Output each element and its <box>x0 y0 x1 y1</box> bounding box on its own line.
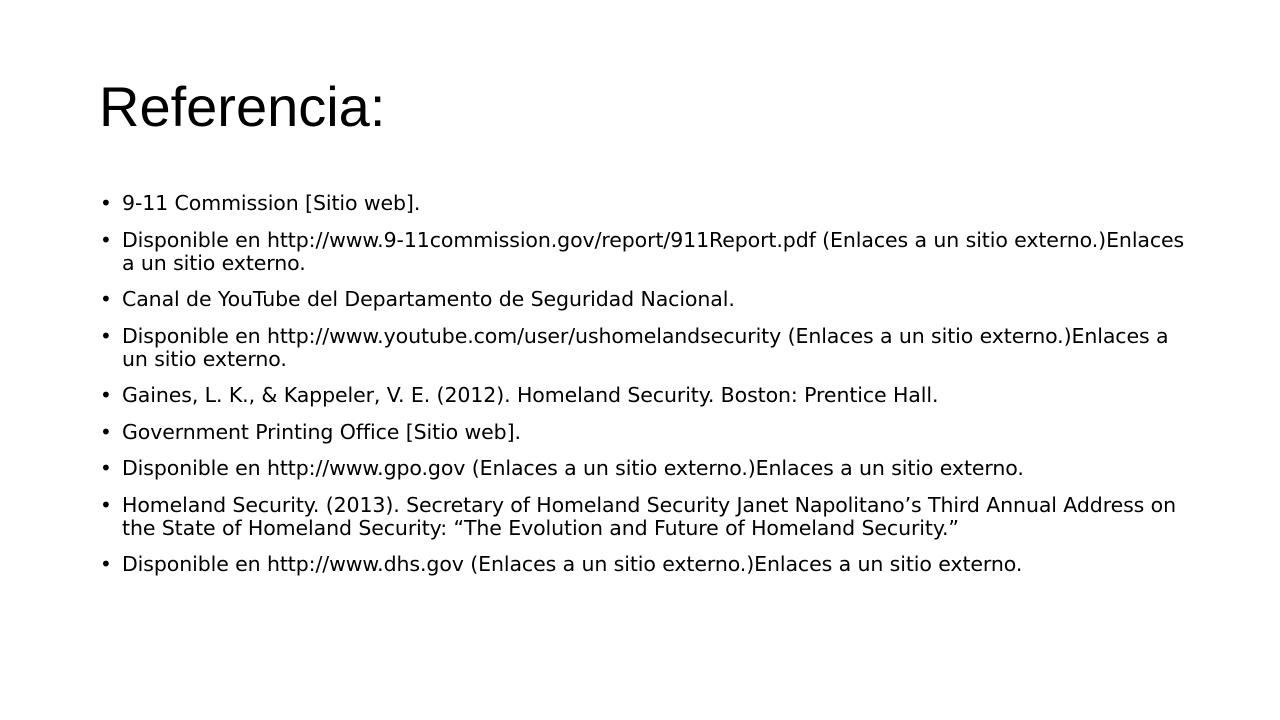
reference-item <box>100 421 1190 444</box>
bullet-icon: • <box>100 227 112 252</box>
reference-item <box>100 288 1190 311</box>
bullet-icon: • <box>100 287 112 311</box>
bullet-icon: • <box>100 419 112 444</box>
reference-text: Canal de YouTube del Departamento de Seguridad Nacional. <box>122 287 735 311</box>
bullet-icon: • <box>100 191 112 215</box>
slide-title: Referencia: <box>99 75 386 138</box>
reference-item <box>100 384 1190 407</box>
reference-item <box>100 325 1190 371</box>
reference-text: Disponible en http://www.9-11commission.gov/report/911Report.pdf (Enlaces a un sitio externo.)Enlaces a un sitio externo. <box>122 227 1185 275</box>
reference-text: Disponible en http://www.gpo.gov (Enlaces a un sitio externo.)Enlaces a un sitio externo. <box>122 456 1024 480</box>
bullet-icon: • <box>100 323 112 348</box>
bullet-icon: • <box>100 552 112 576</box>
reference-item <box>100 457 1190 480</box>
bullet-icon: • <box>100 492 112 517</box>
reference-text: Disponible en http://www.youtube.com/user/ushomelandsecurity (Enlaces a un sitio externo.)Enlaces a un sitio externo. <box>122 323 1169 371</box>
reference-text: 9-11 Commission [Sitio web]. <box>122 191 421 215</box>
reference-text: Government Printing Office [Sitio web]. <box>122 419 521 444</box>
reference-item <box>100 553 1190 576</box>
reference-item <box>100 229 1190 275</box>
reference-text: Homeland Security. (2013). Secretary of Homeland Security Janet Napolitano’s Third Annual Address on the State of Homeland Security: “The Evolution and Future of Homeland Security.” <box>122 492 1176 540</box>
reference-item <box>100 192 1190 215</box>
reference-item <box>100 494 1190 540</box>
bullet-icon: • <box>100 456 112 480</box>
bullet-icon: • <box>100 383 112 407</box>
reference-text: Disponible en http://www.dhs.gov (Enlaces a un sitio externo.)Enlaces a un sitio externo. <box>122 552 1023 576</box>
reference-text: Gaines, L. K., & Kappeler, V. E. (2012). Homeland Security. Boston: Prentice Hall. <box>122 383 939 407</box>
reference-list <box>100 192 1190 590</box>
